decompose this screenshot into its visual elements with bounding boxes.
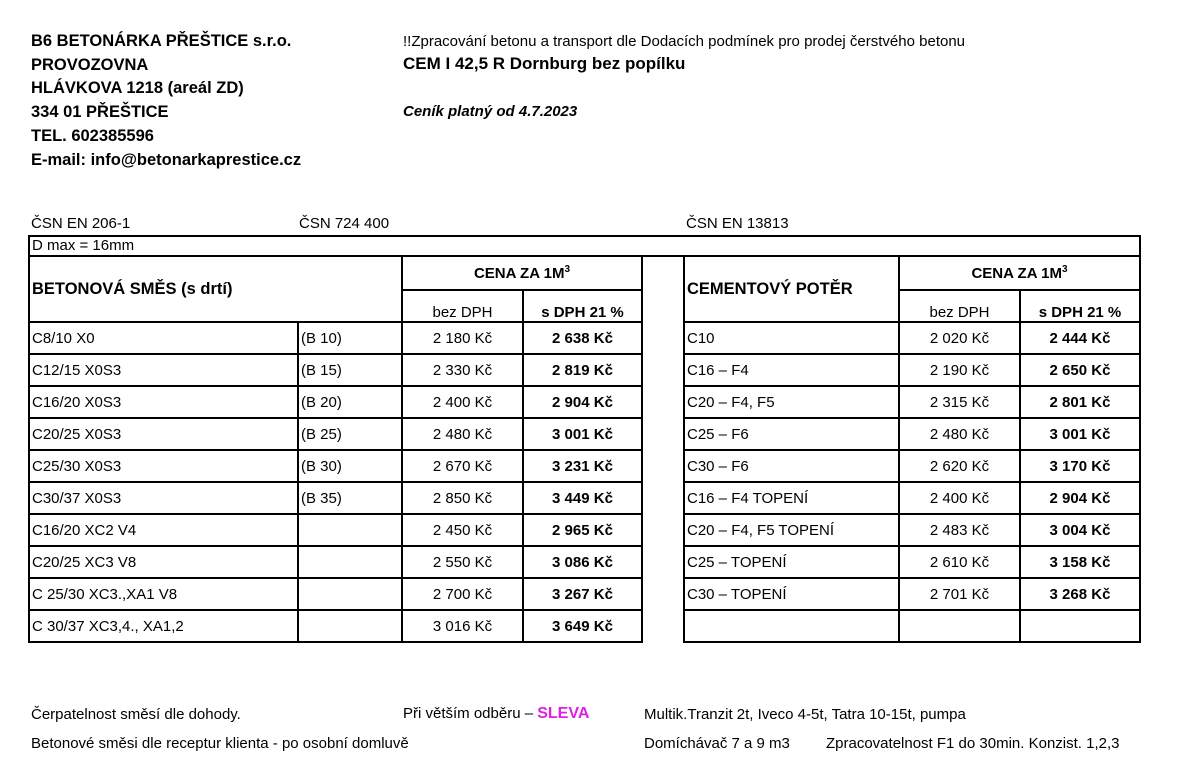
left-class bbox=[298, 578, 402, 610]
gap bbox=[642, 482, 684, 514]
left-gross: 2 904 Kč bbox=[523, 386, 642, 418]
gap bbox=[642, 256, 684, 322]
right-net: 2 701 Kč bbox=[899, 578, 1020, 610]
left-class: (B 20) bbox=[298, 386, 402, 418]
left-gross: 2 638 Kč bbox=[523, 322, 642, 354]
right-net: 2 400 Kč bbox=[899, 482, 1020, 514]
left-class: (B 25) bbox=[298, 418, 402, 450]
right-grade: C10 bbox=[684, 322, 899, 354]
table-row bbox=[29, 354, 1140, 386]
left-net: 2 400 Kč bbox=[402, 386, 523, 418]
table-row bbox=[29, 546, 1140, 578]
discount-label: SLEVA bbox=[537, 705, 590, 722]
right-gross: 2 904 Kč bbox=[1020, 482, 1140, 514]
left-net: 2 670 Kč bbox=[402, 450, 523, 482]
gap bbox=[642, 386, 684, 418]
right-net: 2 610 Kč bbox=[899, 546, 1020, 578]
left-grade: C12/15 X0S3 bbox=[29, 354, 298, 386]
right-net: 2 190 Kč bbox=[899, 354, 1020, 386]
left-gross: 3 231 Kč bbox=[523, 450, 642, 482]
right-net: 2 620 Kč bbox=[899, 450, 1020, 482]
right-title: CEMENTOVÝ POTĚR bbox=[684, 256, 899, 322]
processing-note: !!Zpracování betonu a transport dle Dodacích podmínek pro prodej čerstvého betonu bbox=[403, 33, 966, 50]
left-grade: C25/30 X0S3 bbox=[29, 450, 298, 482]
right-grade: C25 – F6 bbox=[684, 418, 899, 450]
gap bbox=[642, 546, 684, 578]
company-email: E-mail: info@betonarkaprestice.cz bbox=[31, 150, 302, 169]
workability-note: Zpracovatelnost F1 do 30min. Konzist. 1,2,3 bbox=[826, 735, 1120, 752]
right-net bbox=[899, 610, 1020, 642]
left-grade: C20/25 X0S3 bbox=[29, 418, 298, 450]
gap bbox=[642, 322, 684, 354]
standard-1: ČSN EN 206-1 bbox=[31, 215, 131, 232]
left-class: (B 30) bbox=[298, 450, 402, 482]
left-net: 2 330 Kč bbox=[402, 354, 523, 386]
right-net: 2 480 Kč bbox=[899, 418, 1020, 450]
table-row bbox=[29, 418, 1140, 450]
price-table bbox=[28, 235, 1141, 643]
left-grade: C16/20 XC2 V4 bbox=[29, 514, 298, 546]
right-grade: C16 – F4 TOPENÍ bbox=[684, 482, 899, 514]
company-name: B6 BETONÁRKA PŘEŠTICE s.r.o. bbox=[31, 32, 292, 50]
left-net: 2 700 Kč bbox=[402, 578, 523, 610]
left-net: 2 180 Kč bbox=[402, 322, 523, 354]
right-net: 2 020 Kč bbox=[899, 322, 1020, 354]
left-gross: 3 001 Kč bbox=[523, 418, 642, 450]
table-row bbox=[29, 578, 1140, 610]
right-grade: C20 – F4, F5 bbox=[684, 386, 899, 418]
right-col-net: bez DPH bbox=[899, 290, 1020, 322]
company-street: HLÁVKOVA 1218 (areál ZD) bbox=[31, 79, 244, 98]
right-gross: 3 001 Kč bbox=[1020, 418, 1140, 450]
right-gross: 2 650 Kč bbox=[1020, 354, 1140, 386]
right-grade: C30 – TOPENÍ bbox=[684, 578, 899, 610]
right-gross bbox=[1020, 610, 1140, 642]
right-gross: 3 004 Kč bbox=[1020, 514, 1140, 546]
left-class bbox=[298, 546, 402, 578]
gap bbox=[642, 578, 684, 610]
left-class bbox=[298, 514, 402, 546]
left-gross: 2 819 Kč bbox=[523, 354, 642, 386]
left-gross: 3 449 Kč bbox=[523, 482, 642, 514]
right-gross: 3 158 Kč bbox=[1020, 546, 1140, 578]
left-grade: C 30/37 XC3,4., XA1,2 bbox=[29, 610, 298, 642]
right-gross: 3 170 Kč bbox=[1020, 450, 1140, 482]
discount-note: Při větším odběru – SLEVA bbox=[403, 705, 590, 722]
company-city: 334 01 PŘEŠTICE bbox=[31, 103, 169, 122]
left-net: 2 480 Kč bbox=[402, 418, 523, 450]
left-grade: C16/20 X0S3 bbox=[29, 386, 298, 418]
left-class: (B 10) bbox=[298, 322, 402, 354]
left-net: 3 016 Kč bbox=[402, 610, 523, 642]
left-grade: C8/10 X0 bbox=[29, 322, 298, 354]
left-col-net: bez DPH bbox=[402, 290, 523, 322]
right-price-header: CENA ZA $1M^3$ bbox=[899, 256, 1140, 290]
right-gross: 2 444 Kč bbox=[1020, 322, 1140, 354]
gap bbox=[642, 354, 684, 386]
left-class bbox=[298, 610, 402, 642]
left-grade: C20/25 XC3 V8 bbox=[29, 546, 298, 578]
left-class: (B 35) bbox=[298, 482, 402, 514]
table-row bbox=[29, 322, 1140, 354]
right-col-gross: s DPH 21 % bbox=[1020, 290, 1140, 322]
company-branch: PROVOZOVNA bbox=[31, 55, 149, 74]
right-gross: 3 268 Kč bbox=[1020, 578, 1140, 610]
recipes-note: Betonové směsi dle receptur klienta - po osobní domluvě bbox=[31, 735, 409, 752]
left-gross: 2 965 Kč bbox=[523, 514, 642, 546]
gap bbox=[642, 450, 684, 482]
left-gross: 3 086 Kč bbox=[523, 546, 642, 578]
left-title: BETONOVÁ SMĚS (s drtí) bbox=[29, 256, 402, 322]
mixer-note: Domíchávač 7 a 9 m3 bbox=[644, 735, 790, 752]
table-row bbox=[29, 610, 1140, 642]
table-row bbox=[29, 482, 1140, 514]
table-row bbox=[29, 386, 1140, 418]
left-net: 2 450 Kč bbox=[402, 514, 523, 546]
right-gross: 2 801 Kč bbox=[1020, 386, 1140, 418]
left-gross: 3 267 Kč bbox=[523, 578, 642, 610]
right-grade bbox=[684, 610, 899, 642]
trucks-note: Multik.Tranzit 2t, Iveco 4-5t, Tatra 10-15t, pumpa bbox=[644, 706, 966, 723]
gap bbox=[642, 418, 684, 450]
valid-from: Ceník platný od 4.7.2023 bbox=[403, 103, 578, 120]
pumping-note: Čerpatelnost směsí dle dohody. bbox=[31, 706, 241, 723]
cement-type: CEM I 42,5 R Dornburg bez popílku bbox=[403, 54, 686, 73]
right-grade: C16 – F4 bbox=[684, 354, 899, 386]
left-gross: 3 649 Kč bbox=[523, 610, 642, 642]
left-grade: C 25/30 XC3.,XA1 V8 bbox=[29, 578, 298, 610]
gap bbox=[642, 610, 684, 642]
table-row bbox=[29, 450, 1140, 482]
table-row bbox=[29, 514, 1140, 546]
left-net: 2 850 Kč bbox=[402, 482, 523, 514]
left-grade: C30/37 X0S3 bbox=[29, 482, 298, 514]
left-class: (B 15) bbox=[298, 354, 402, 386]
company-phone: TEL. 602385596 bbox=[31, 126, 154, 145]
right-net: 2 483 Kč bbox=[899, 514, 1020, 546]
left-net: 2 550 Kč bbox=[402, 546, 523, 578]
left-price-header: CENA ZA $1M^3$ bbox=[402, 256, 642, 290]
standard-2: ČSN 724 400 bbox=[299, 215, 390, 232]
right-grade: C30 – F6 bbox=[684, 450, 899, 482]
company-info bbox=[31, 30, 301, 172]
gap bbox=[642, 514, 684, 546]
right-grade: C25 – TOPENÍ bbox=[684, 546, 899, 578]
right-net: 2 315 Kč bbox=[899, 386, 1020, 418]
right-grade: C20 – F4, F5 TOPENÍ bbox=[684, 514, 899, 546]
standard-3: ČSN EN 13813 bbox=[686, 215, 789, 232]
dmax-cell: D max = 16mm bbox=[29, 236, 1140, 256]
left-col-gross: s DPH 21 % bbox=[523, 290, 642, 322]
